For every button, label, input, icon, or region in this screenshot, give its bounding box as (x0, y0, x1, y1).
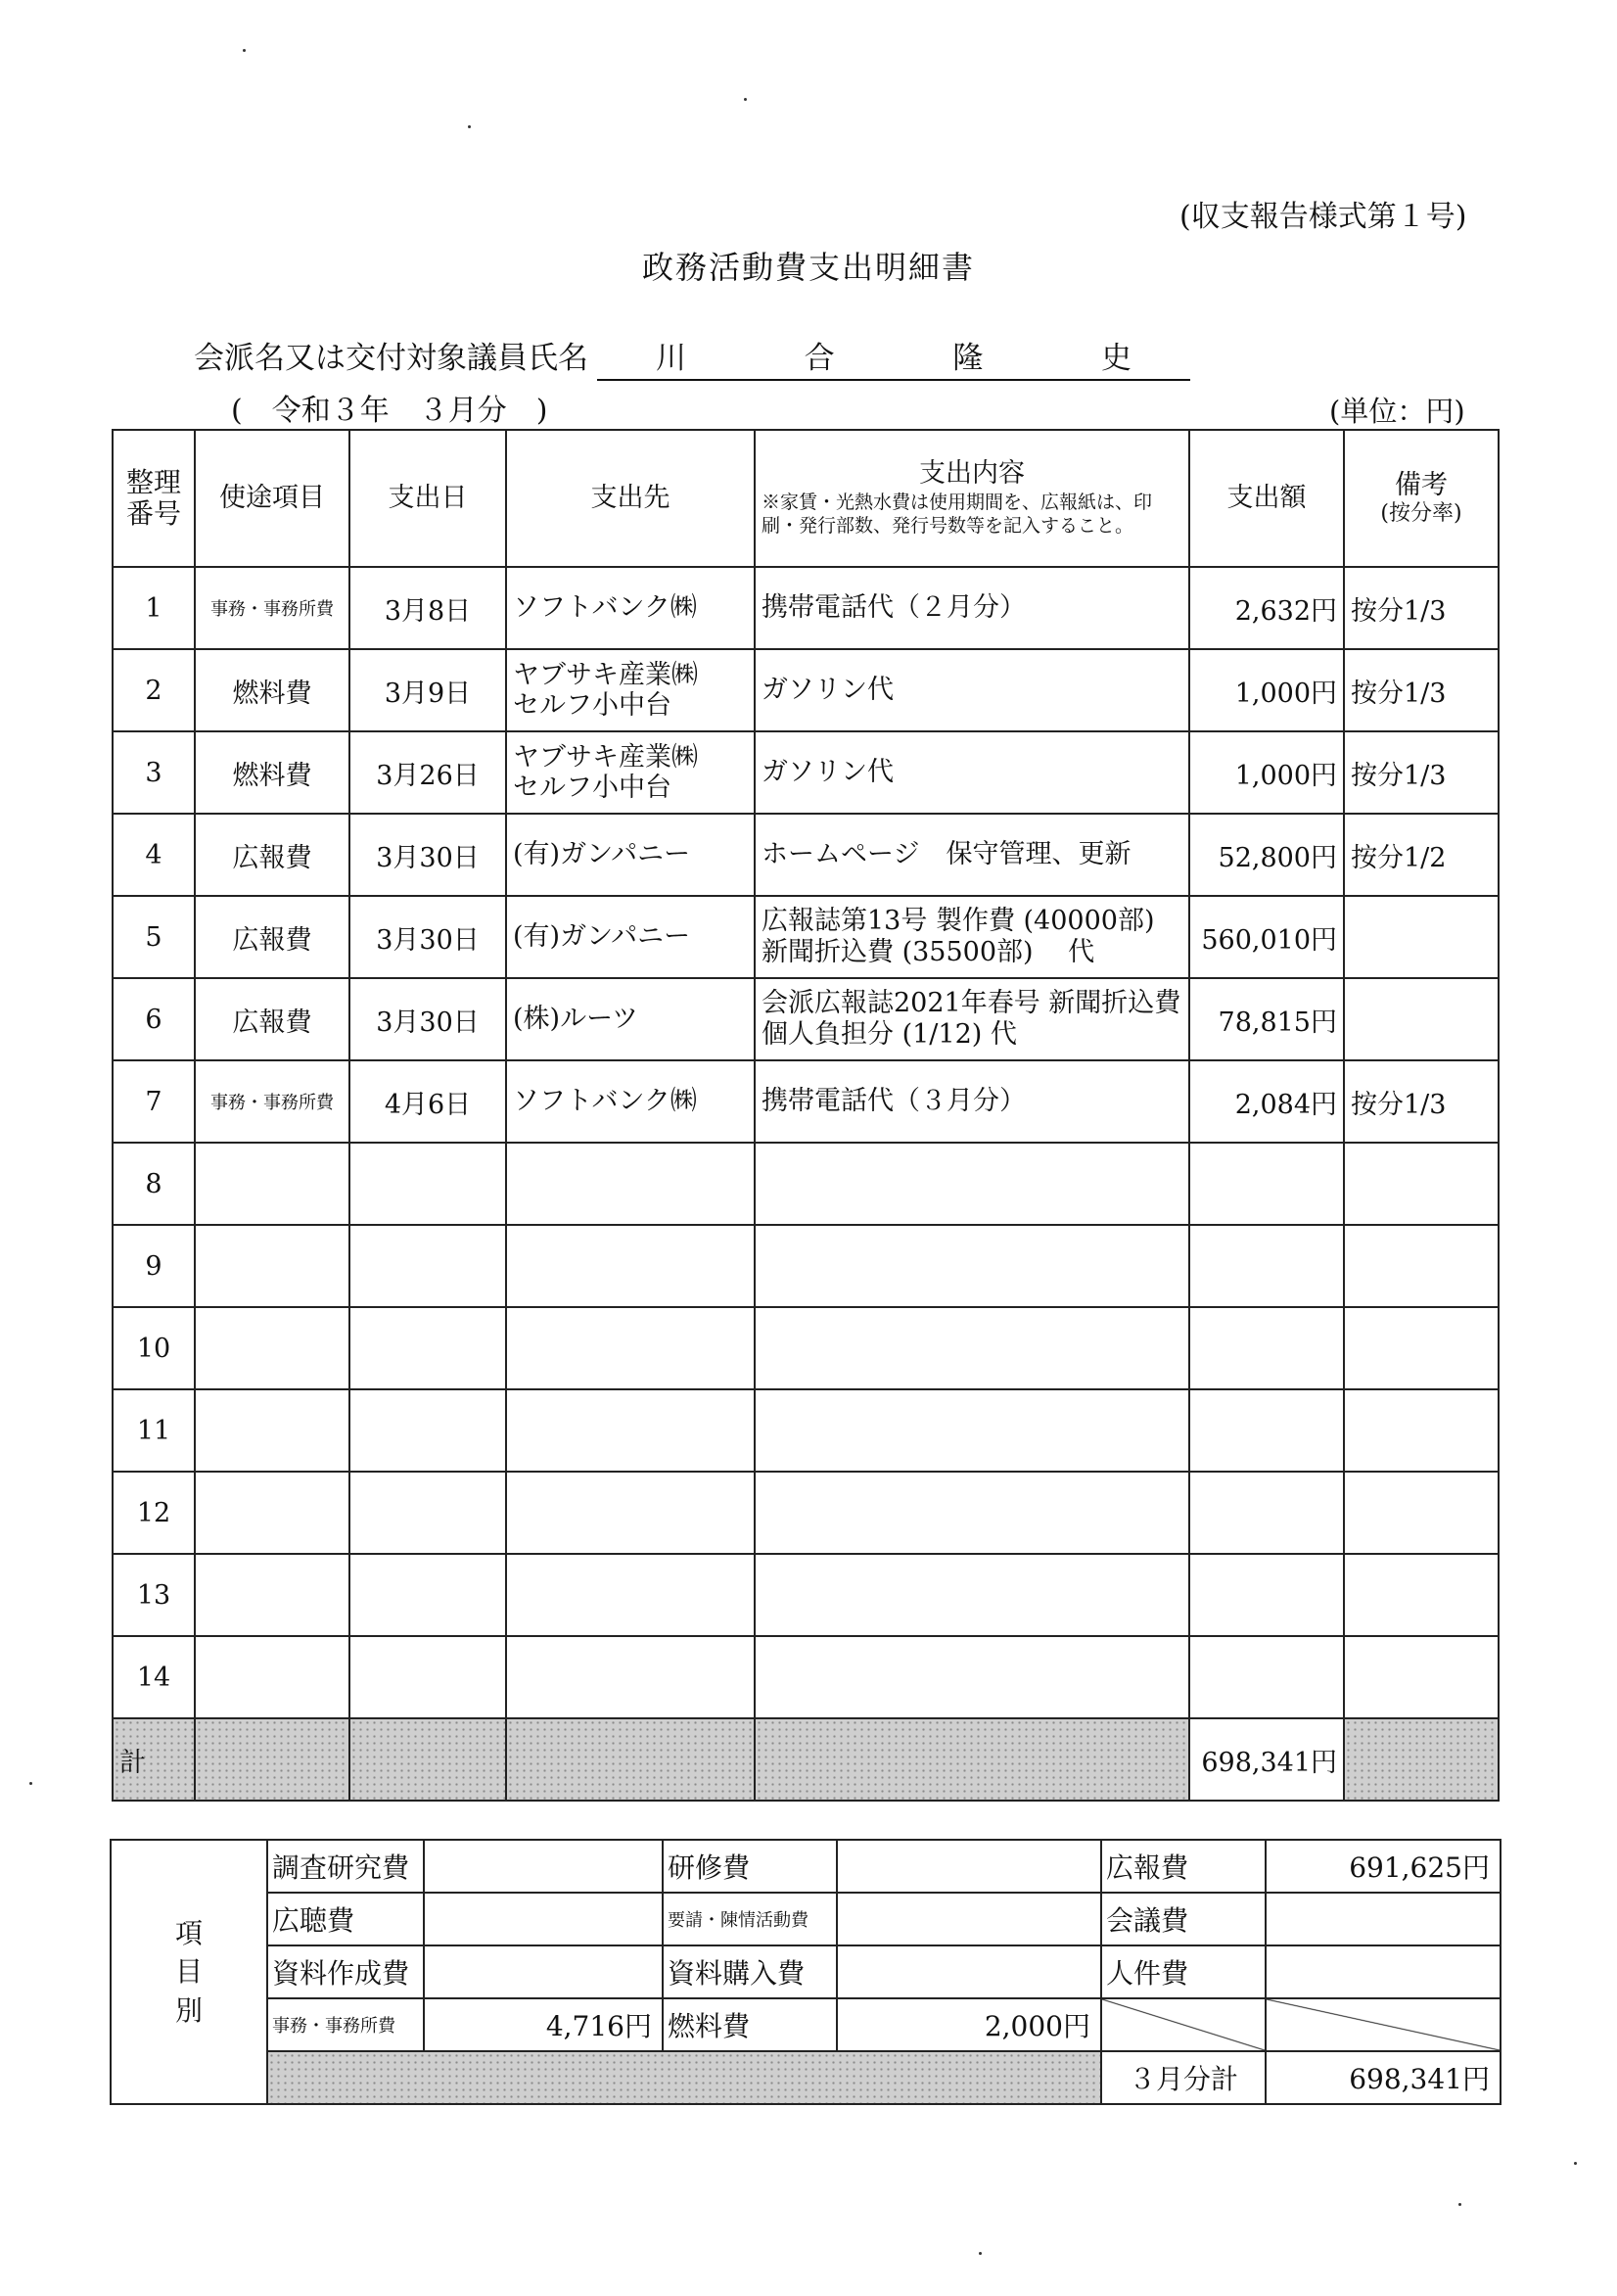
row-content: 会派広報誌2021年春号 新聞折込費 個人負担分 (1/12) 代 (755, 978, 1189, 1060)
row-number: 2 (113, 649, 195, 731)
summary-hearing-label: 広聴費 (267, 1893, 424, 1945)
row-payee (506, 1554, 755, 1636)
row-category (195, 1389, 349, 1472)
row-number: 1 (113, 567, 195, 649)
row-content: 携帯電話代（３月分） (755, 1060, 1189, 1143)
row-number: 9 (113, 1225, 195, 1307)
header-category: 使途項目 (195, 430, 349, 567)
total-shade (349, 1718, 506, 1801)
summary-month-total-value: 698,341円 (1266, 2051, 1501, 2104)
summary-office-label: 事務・事務所費 (267, 1998, 424, 2051)
row-payee: ヤブサキ産業㈱ セルフ小中台 (506, 731, 755, 814)
scan-speck (1458, 2203, 1461, 2206)
summary-month-total-label: ３月分計 (1101, 2051, 1266, 2104)
table-row (113, 1472, 1499, 1554)
table-header-row (113, 430, 1499, 567)
row-note (1344, 1143, 1499, 1225)
row-content (755, 1307, 1189, 1389)
summary-meeting-value (1266, 1893, 1501, 1945)
summary-pr-label: 広報費 (1101, 1840, 1266, 1893)
row-note: 按分1/3 (1344, 1060, 1499, 1143)
row-category (195, 1636, 349, 1718)
row-payee: ソフトバンク㈱ (506, 1060, 755, 1143)
table-row (113, 814, 1499, 896)
scan-speck (468, 125, 471, 128)
summary-personnel-value (1266, 1945, 1501, 1998)
row-number: 14 (113, 1636, 195, 1718)
summary-docpurchase-value (837, 1945, 1101, 1998)
row-amount (1189, 1307, 1344, 1389)
row-number: 11 (113, 1389, 195, 1472)
row-content (755, 1389, 1189, 1472)
row-note (1344, 978, 1499, 1060)
row-payee (506, 1472, 755, 1554)
summary-personnel-label: 人件費 (1101, 1945, 1266, 1998)
row-payee: ヤブサキ産業㈱ セルフ小中台 (506, 649, 755, 731)
row-payee: ソフトバンク㈱ (506, 567, 755, 649)
row-category: 事務・事務所費 (195, 567, 349, 649)
row-category (195, 1307, 349, 1389)
table-row (113, 978, 1499, 1060)
row-date: 3月30日 (349, 896, 506, 978)
row-category: 広報費 (195, 896, 349, 978)
row-amount: 1,000円 (1189, 649, 1344, 731)
summary-docmaking-label: 資料作成費 (267, 1945, 424, 1998)
summary-fuel-label: 燃料費 (663, 1998, 837, 2051)
member-name-char: 史 (1100, 341, 1132, 376)
row-date (349, 1307, 506, 1389)
summary-research-label: 調査研究費 (267, 1840, 424, 1893)
row-payee (506, 1389, 755, 1472)
header-amount: 支出額 (1189, 430, 1344, 567)
member-name-char: 合 (804, 341, 835, 376)
row-payee (506, 1143, 755, 1225)
row-content: ガソリン代 (755, 731, 1189, 814)
row-note: 按分1/3 (1344, 649, 1499, 731)
table-row (113, 649, 1499, 731)
summary-docpurchase-label: 資料購入費 (663, 1945, 837, 1998)
scan-speck (243, 49, 246, 52)
row-number: 10 (113, 1307, 195, 1389)
summary-research-value (424, 1840, 663, 1893)
row-category: 広報費 (195, 814, 349, 896)
header-remarks-title: 備考 (1395, 469, 1448, 500)
table-row (113, 1225, 1499, 1307)
header-remarks (1344, 430, 1499, 567)
row-amount: 52,800円 (1189, 814, 1344, 896)
summary-hearing-value (424, 1893, 663, 1945)
header-remarks-sub: (按分率) (1380, 501, 1462, 526)
row-category: 広報費 (195, 978, 349, 1060)
row-number: 3 (113, 731, 195, 814)
summary-empty-diagonal (1266, 1998, 1501, 2051)
row-content (755, 1225, 1189, 1307)
table-row (113, 1636, 1499, 1718)
scan-speck (29, 1782, 32, 1785)
page-title: 政務活動費支出明細書 (641, 249, 975, 286)
row-payee (506, 1636, 755, 1718)
row-date: 3月26日 (349, 731, 506, 814)
row-content (755, 1143, 1189, 1225)
member-name-char: 隆 (952, 341, 984, 376)
summary-training-value (837, 1840, 1101, 1893)
row-date: 4月6日 (349, 1060, 506, 1143)
row-amount (1189, 1636, 1344, 1718)
scan-speck (1574, 2162, 1577, 2165)
summary-empty-diagonal (1101, 1998, 1266, 2051)
row-note (1344, 1307, 1499, 1389)
summary-office-value: 4,716円 (424, 1998, 663, 2051)
row-note: 按分1/3 (1344, 731, 1499, 814)
row-number: 12 (113, 1472, 195, 1554)
header-date: 支出日 (349, 430, 506, 567)
row-number: 7 (113, 1060, 195, 1143)
row-payee (506, 1307, 755, 1389)
summary-petition-label: 要請・陳情活動費 (663, 1893, 837, 1945)
row-category (195, 1472, 349, 1554)
row-date (349, 1143, 506, 1225)
category-summary-table (110, 1839, 1502, 2105)
summary-heading: 項 目 別 (111, 1840, 267, 2104)
row-date (349, 1389, 506, 1472)
row-date: 3月8日 (349, 567, 506, 649)
table-row (113, 1307, 1499, 1389)
row-date (349, 1554, 506, 1636)
row-note: 按分1/2 (1344, 814, 1499, 896)
row-note (1344, 1636, 1499, 1718)
unit-label: (単位：円) (1329, 395, 1465, 428)
summary-petition-value (837, 1893, 1101, 1945)
summary-meeting-label: 会議費 (1101, 1893, 1266, 1945)
table-row (113, 731, 1499, 814)
summary-shade (267, 2051, 1101, 2104)
row-number: 5 (113, 896, 195, 978)
total-shade (755, 1718, 1189, 1801)
member-name-char: 川 (656, 341, 686, 376)
summary-docmaking-value (424, 1945, 663, 1998)
row-payee: (株)ルーツ (506, 978, 755, 1060)
row-date (349, 1636, 506, 1718)
row-content (755, 1636, 1189, 1718)
scan-speck (979, 2252, 982, 2255)
row-content: 広報誌第13号 製作費 (40000部) 新聞折込費 (35500部) 代 (755, 896, 1189, 978)
row-note (1344, 1472, 1499, 1554)
row-amount: 2,632円 (1189, 567, 1344, 649)
row-note (1344, 1225, 1499, 1307)
table-row (113, 1389, 1499, 1472)
row-category (195, 1554, 349, 1636)
row-payee (506, 1225, 755, 1307)
row-category: 燃料費 (195, 731, 349, 814)
total-shade (1344, 1718, 1499, 1801)
header-no: 整理番号 (113, 430, 195, 567)
table-row (113, 567, 1499, 649)
row-amount (1189, 1143, 1344, 1225)
row-date (349, 1472, 506, 1554)
row-date: 3月9日 (349, 649, 506, 731)
summary-training-label: 研修費 (663, 1840, 837, 1893)
table-row (113, 1143, 1499, 1225)
row-amount (1189, 1389, 1344, 1472)
row-number: 8 (113, 1143, 195, 1225)
row-number: 13 (113, 1554, 195, 1636)
row-category (195, 1225, 349, 1307)
total-row (113, 1718, 1499, 1801)
total-shade (195, 1718, 349, 1801)
row-content: ガソリン代 (755, 649, 1189, 731)
table-row (113, 896, 1499, 978)
row-note (1344, 1389, 1499, 1472)
row-note (1344, 896, 1499, 978)
header-content-note: ※家賃・光熱水費は使用期間を、広報紙は、印刷・発行部数、発行号数等を記入すること。 (762, 492, 1153, 538)
summary-pr-value: 691,625円 (1266, 1840, 1501, 1893)
row-content: 携帯電話代（２月分） (755, 567, 1189, 649)
scan-speck (744, 98, 747, 101)
row-amount: 78,815円 (1189, 978, 1344, 1060)
header-content (755, 430, 1189, 567)
row-category (195, 1143, 349, 1225)
row-amount (1189, 1472, 1344, 1554)
row-number: 4 (113, 814, 195, 896)
row-content (755, 1472, 1189, 1554)
total-amount: 698,341円 (1189, 1718, 1344, 1801)
row-content: ホームページ 保守管理、更新 (755, 814, 1189, 896)
summary-fuel-value: 2,000円 (837, 1998, 1101, 2051)
row-category: 事務・事務所費 (195, 1060, 349, 1143)
total-shade (506, 1718, 755, 1801)
row-amount (1189, 1225, 1344, 1307)
row-payee: (有)ガンパニー (506, 814, 755, 896)
row-payee: (有)ガンパニー (506, 896, 755, 978)
member-name (597, 333, 1190, 381)
row-date: 3月30日 (349, 814, 506, 896)
table-row (113, 1060, 1499, 1143)
row-note: 按分1/3 (1344, 567, 1499, 649)
total-label: 計 (113, 1718, 195, 1801)
header-payee: 支出先 (506, 430, 755, 567)
row-note (1344, 1554, 1499, 1636)
row-amount: 2,084円 (1189, 1060, 1344, 1143)
row-content (755, 1554, 1189, 1636)
expense-table (112, 429, 1500, 1802)
row-amount: 1,000円 (1189, 731, 1344, 814)
row-number: 6 (113, 978, 195, 1060)
member-label: 会派名又は交付対象議員氏名 (194, 341, 588, 376)
row-date: 3月30日 (349, 978, 506, 1060)
row-amount: 560,010円 (1189, 896, 1344, 978)
form-number: (収支報告様式第１号) (1179, 200, 1467, 234)
report-period: ( 令和３年 ３月分 ) (231, 394, 548, 428)
row-date (349, 1225, 506, 1307)
row-amount (1189, 1554, 1344, 1636)
row-category: 燃料費 (195, 649, 349, 731)
header-content-title: 支出内容 (919, 458, 1025, 490)
table-row (113, 1554, 1499, 1636)
